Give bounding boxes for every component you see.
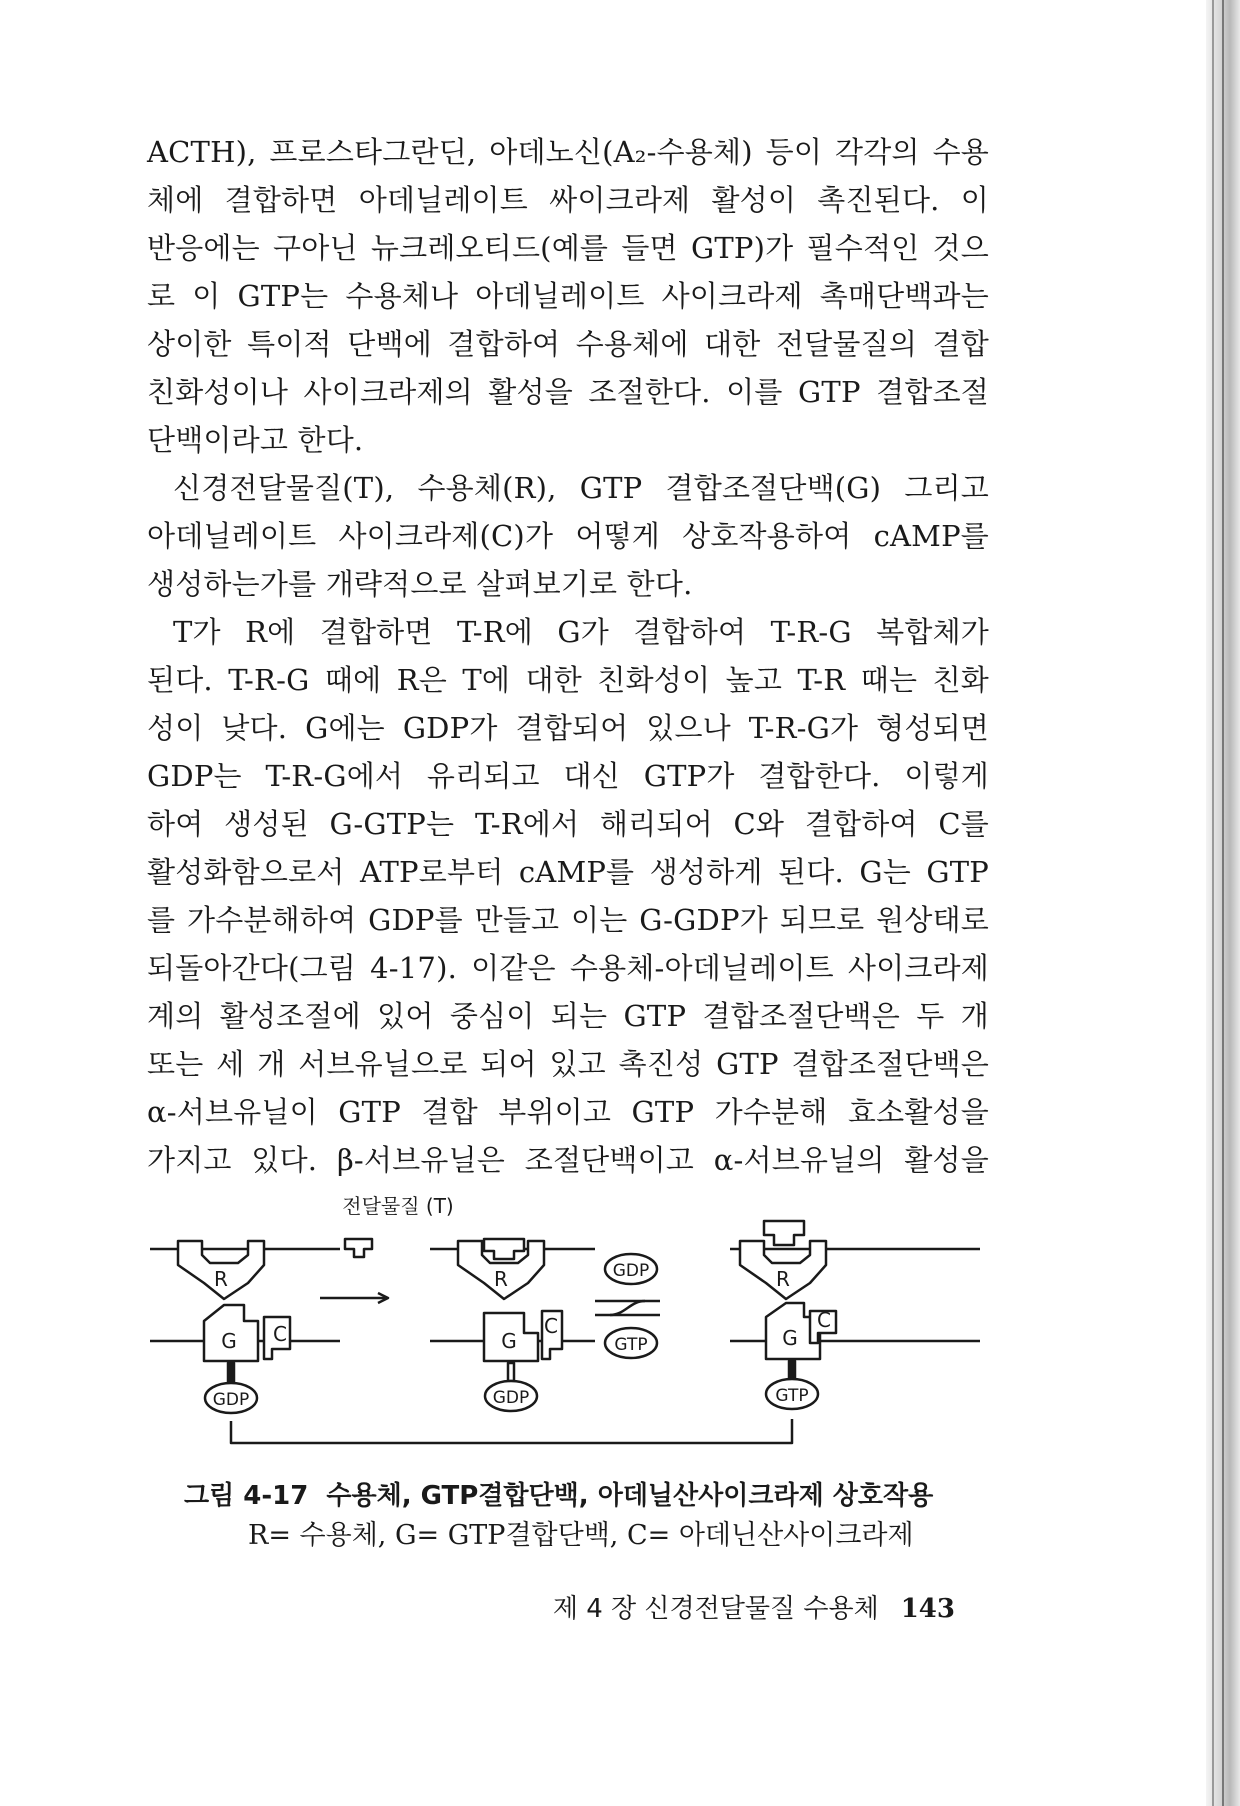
figure-4-17 [140, 1193, 1000, 1463]
caption-legend: R= 수용체, G= GTP결합단백, C= 아데닌산사이크라제 [248, 1520, 914, 1551]
receptor-label-3: R [776, 1267, 790, 1291]
page-edge-line-2 [1222, 0, 1224, 1806]
body-text [147, 128, 989, 1184]
figure-diagram [140, 1193, 1000, 1463]
body-line: T가 R에 결합하면 T-R에 G가 결합하여 T-R-G 복합체가 [173, 615, 989, 649]
body-line: 가지고 있다. β-서브유닐은 조절단백이고 α-서브유닐의 활성을 [147, 1143, 989, 1177]
cyclase-label-1: C [273, 1322, 287, 1346]
gprotein-label-3: G [782, 1326, 798, 1350]
body-line: α-서브유닐이 GTP 결합 부위이고 GTP 가수분해 효소활성을 [147, 1095, 989, 1129]
body-line: 신경전달물질(T), 수용체(R), GTP 결합조절단백(G) 그리고 [173, 471, 989, 505]
body-line: 체에 결합하면 아데닐레이트 싸이크라제 활성이 촉진된다. 이 [147, 183, 989, 217]
caption-title: 수용체, GTP결합단백, 아데닐산사이크라제 상호작용 [326, 1481, 934, 1511]
body-line: 상이한 특이적 단백에 결합하여 수용체에 대한 전달물질의 결합 [147, 327, 989, 361]
page-edge-line-1 [1212, 0, 1214, 1806]
transmitter-bound-2 [484, 1239, 524, 1259]
gdp-stem-2 [508, 1363, 514, 1381]
gtp-label-exchange: GTP [614, 1335, 648, 1355]
page-footer [545, 1588, 955, 1625]
body-line: GDP는 T-R-G에서 유리되고 대신 GTP가 결합한다. 이렇게 [147, 759, 989, 793]
body-line: 활성화함으로서 ATP로부터 cAMP를 생성하게 된다. G는 GTP [147, 855, 989, 889]
caption-number: 그림 4-17 [184, 1481, 309, 1511]
gtp-label-3: GTP [775, 1386, 809, 1406]
body-line: 생성하는가를 개략적으로 살펴보기로 한다. [147, 567, 693, 601]
caption-line-1 [184, 1476, 1004, 1516]
body-line: 반응에는 구아닌 뉴크레오티드(예를 들면 GTP)가 필수적인 것으 [147, 231, 989, 265]
receptor-label-2: R [494, 1267, 508, 1291]
body-line: 아데닐레이트 사이크라제(C)가 어떻게 상호작용하여 cAMP를 [147, 519, 989, 553]
body-line: 또는 세 개 서브유닐으로 되어 있고 촉진성 GTP 결합조절단백은 [147, 1047, 989, 1081]
body-line: 친화성이나 사이크라제의 활성을 조절한다. 이를 GTP 결합조절 [147, 375, 989, 409]
gprotein-label-2: G [501, 1329, 517, 1353]
page-number: 143 [900, 1594, 955, 1624]
gprotein-label-1: G [221, 1329, 237, 1353]
gdp-label-exchange: GDP [612, 1261, 650, 1281]
chapter-title: 제 4 장 신경전달물질 수용체 [552, 1594, 879, 1624]
body-line: 되돌아간다(그림 4-17). 이같은 수용체-아데닐레이트 사이크라제 [147, 951, 989, 985]
body-line: 계의 활성조절에 있어 중심이 되는 GTP 결합조절단백은 두 개 [147, 999, 989, 1033]
body-line: 된다. T-R-G 때에 R은 T에 대한 친화성이 높고 T-R 때는 친화 [147, 663, 989, 697]
body-line: 로 이 GTP는 수용체나 아데닐레이트 사이크라제 촉매단백과는 [147, 279, 989, 313]
cyclase-label-2: C [544, 1314, 558, 1338]
receptor-label-1: R [214, 1267, 228, 1291]
gtp-stem-3 [789, 1361, 795, 1379]
gdp-label-1: GDP [212, 1390, 250, 1410]
transmitter-bound-3 [764, 1221, 804, 1245]
page-edge [1206, 0, 1240, 1806]
body-line: 하여 생성된 G-GTP는 T-R에서 해리되어 C와 결합하여 C를 [147, 807, 989, 841]
figure-caption [184, 1476, 1004, 1556]
return-bracket [231, 1419, 792, 1443]
gdp-label-2: GDP [492, 1388, 530, 1408]
body-line: ACTH), 프로스타그란딘, 아데노신(A₂-수용체) 등이 각각의 수용 [147, 135, 989, 169]
body-line: 성이 낮다. G에는 GDP가 결합되어 있으나 T-R-G가 형성되면 [147, 711, 989, 745]
gdp-stem-1 [228, 1363, 234, 1383]
transmitter-label: 전달물질 (T) [342, 1194, 454, 1218]
body-line: 를 가수분해하여 GDP를 만들고 이는 G-GDP가 되므로 원상태로 [147, 903, 989, 937]
transmitter-shape [345, 1239, 372, 1257]
exchange-curve [610, 1301, 645, 1315]
body-line: 단백이라고 한다. [147, 423, 364, 457]
cyclase-label-3: C [817, 1308, 831, 1332]
